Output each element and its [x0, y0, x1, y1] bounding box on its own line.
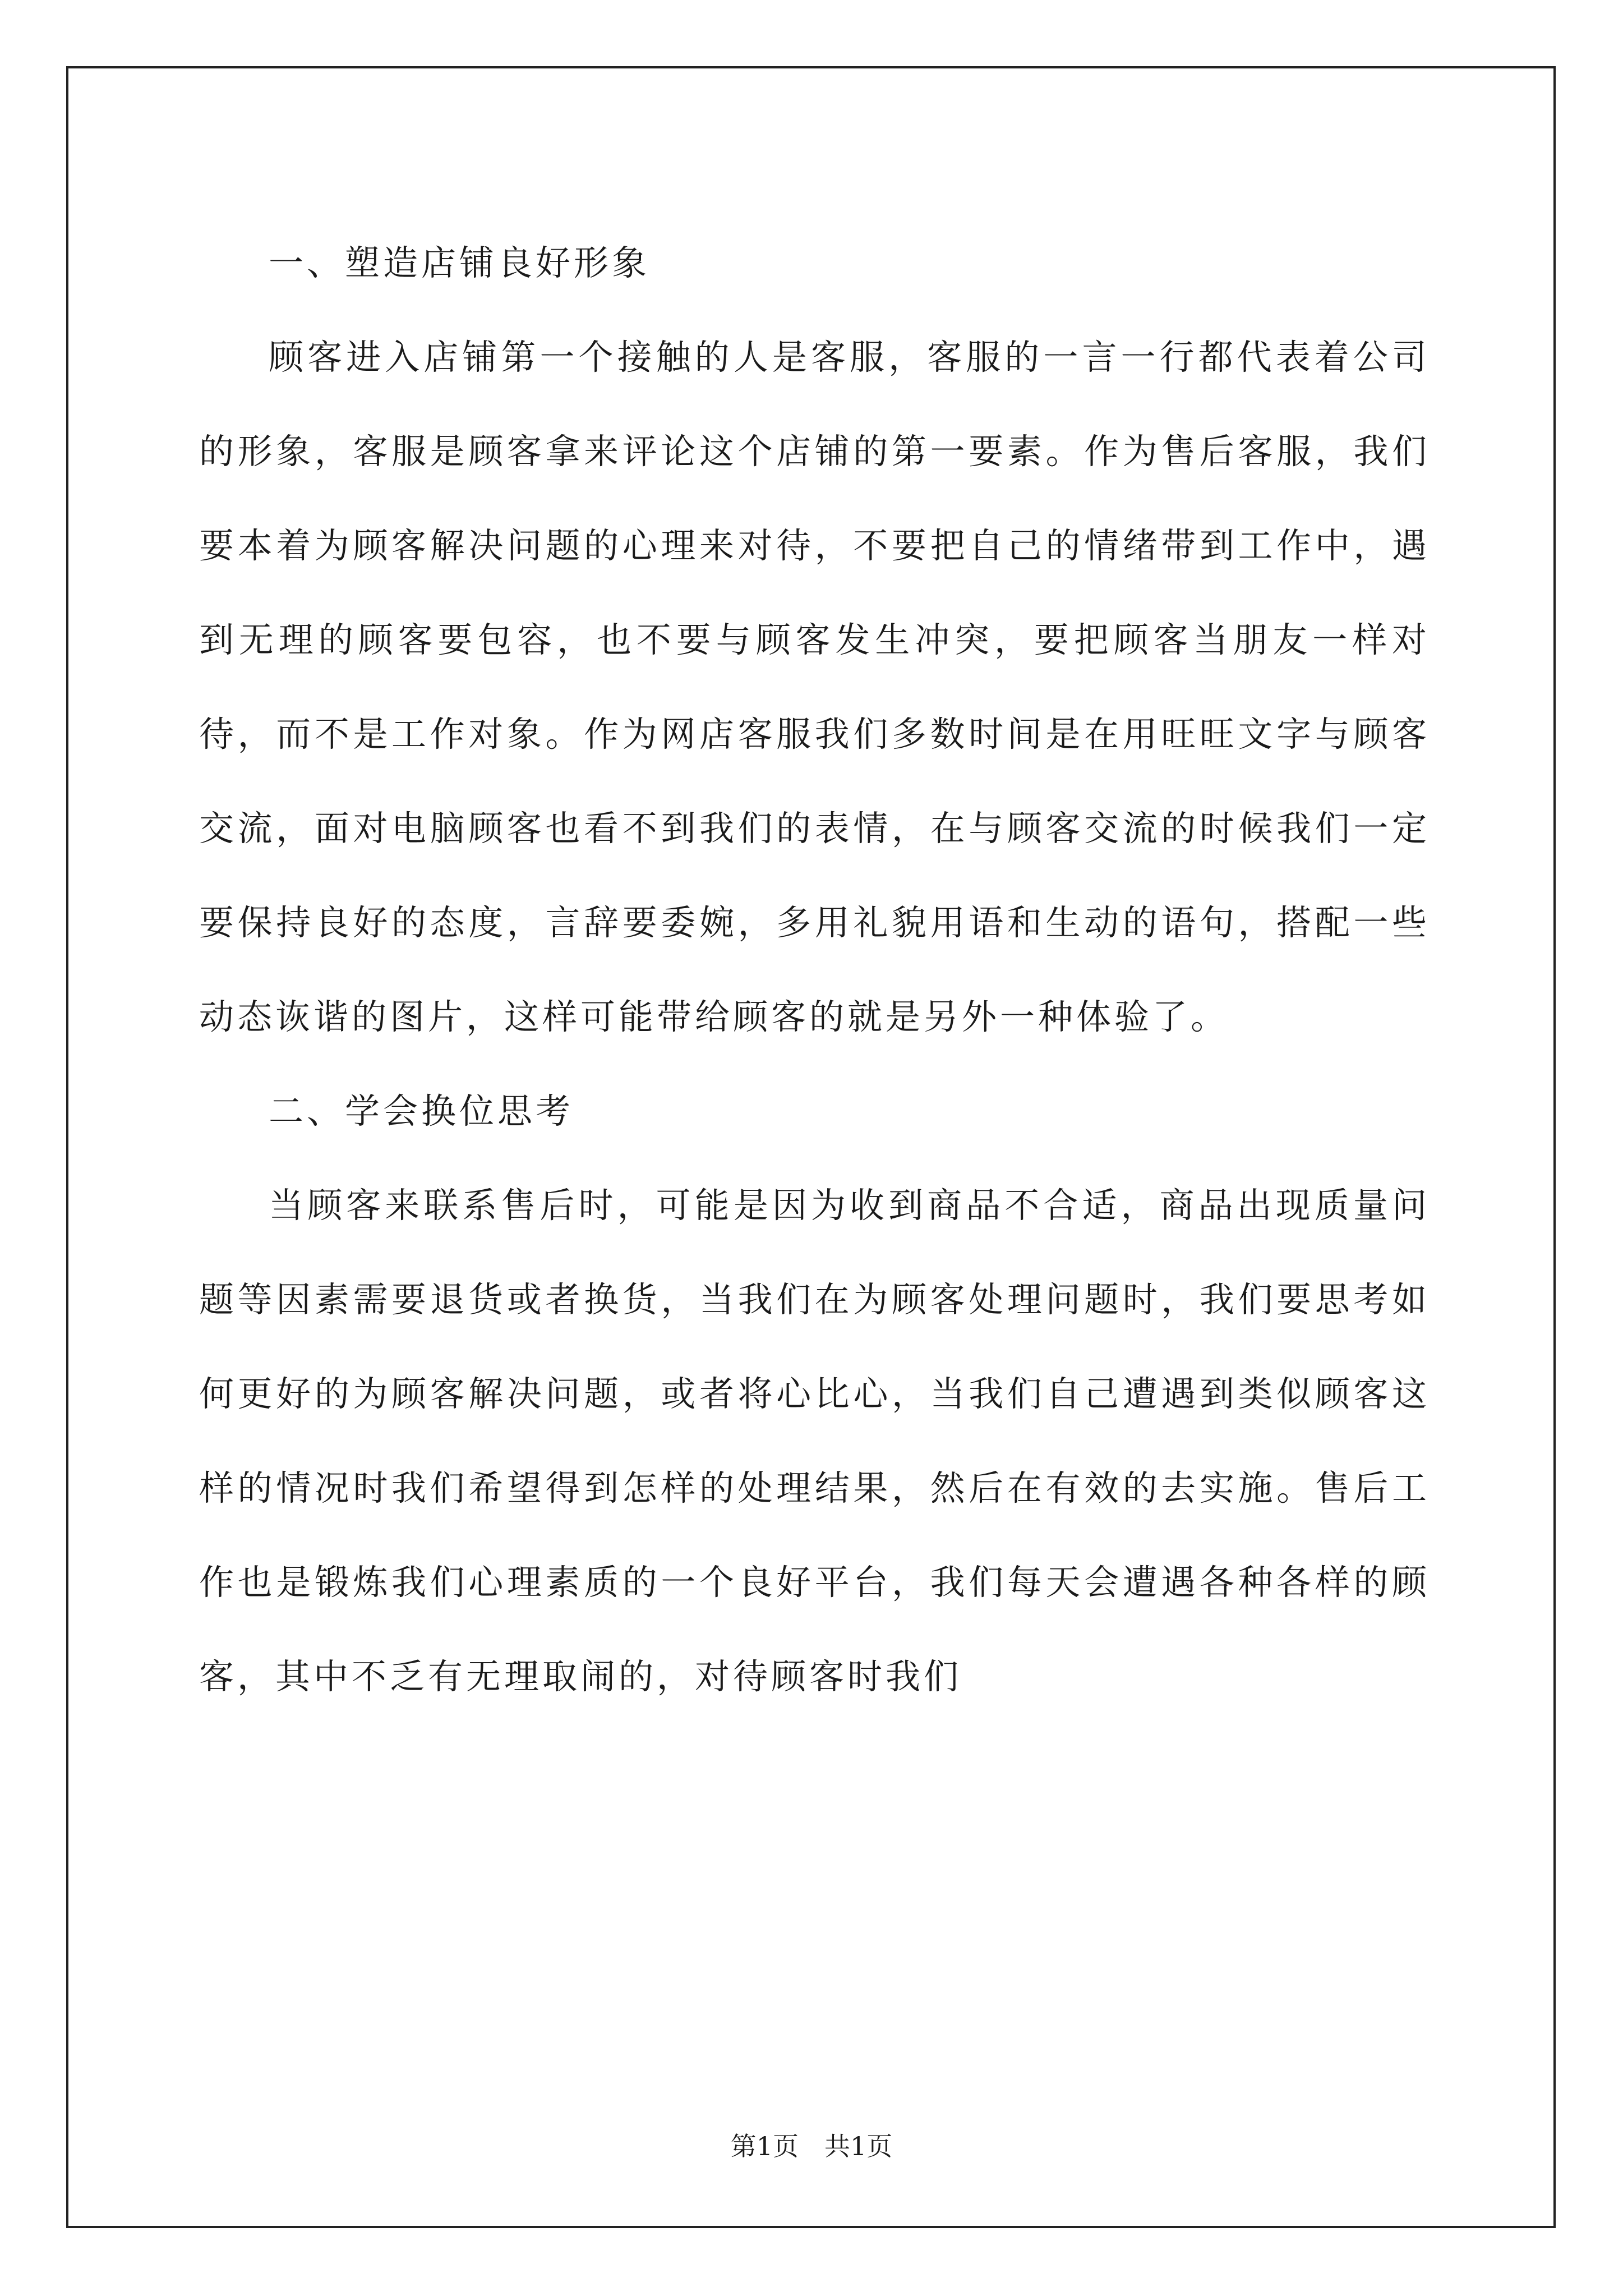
heading-section-2: 二、学会换位思考 [269, 1091, 574, 1131]
paragraph-section-1: 顾客进入店铺第一个接触的人是客服，客服的一言一行都代表着公司的形象，客服是顾客拿来评论这个店铺的第一要素。作为售后客服，我们要本着为顾客解决问题的心理来对待，不要把自己的情绪带到工作中，遇到无理的顾客要包容，也不要与顾客发生冲突，要把顾客当朋友一样对待，而不是工作对象。作为网店客服我们多数时间是在用旺旺文字与顾客交流，面对电脑顾客也看不到我们的表情，在与顾客交流的时候我们一定要保持良好的态度，言辞要委婉，多用礼貌用语和生动的语句，搭配一些动态诙谐的图片，这样可能带给顾客的就是另外一种体验了。 [199, 337, 1430, 1037]
document-body [199, 216, 1430, 1724]
heading-section-1: 一、塑造店铺良好形象 [269, 242, 651, 283]
paragraph-section-2: 当顾客来联系售后时，可能是因为收到商品不合适，商品出现质量问题等因素需要退货或者换货，当我们在为顾客处理问题时，我们要思考如何更好的为顾客解决问题，或者将心比心，当我们自己遭遇到类似顾客这样的情况时我们希望得到怎样的处理结果，然后在有效的去实施。售后工作也是锻炼我们心理素质的一个良好平台，我们每天会遭遇各种各样的顾客，其中不乏有无理取闹的，对待顾客时我们 [199, 1185, 1430, 1697]
page-number: 第1页 共1页 [730, 2131, 893, 2161]
